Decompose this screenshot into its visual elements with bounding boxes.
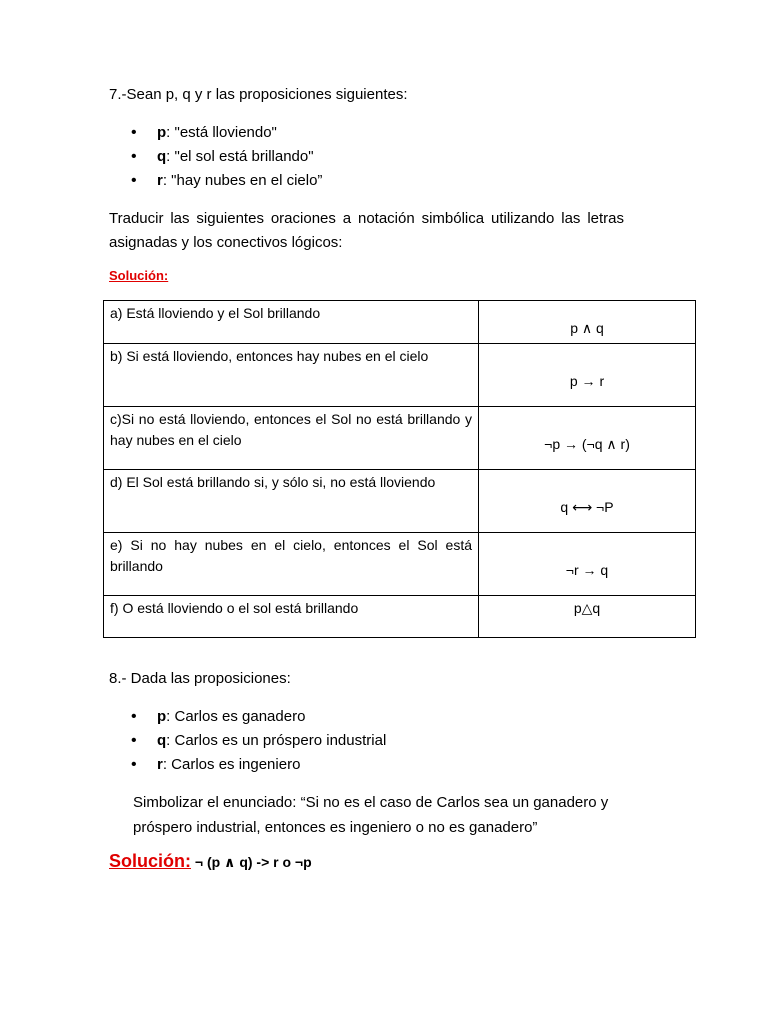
proposition-r: [109, 169, 322, 193]
symbol-text: p → r: [569, 372, 605, 389]
sentence-cell: d) El Sol está brillando si, y sólo si, no está lloviendo: [104, 470, 479, 533]
symbol-cell: [479, 533, 696, 596]
symbol-cell: [479, 596, 696, 638]
proposition-key: r: [157, 756, 163, 773]
question-7-instruction: Traducir las siguientes oraciones a notación simbólica utilizando las letras asignadas y los conectivos lógicos:: [109, 210, 624, 251]
proposition-text: : "el sol está brillando": [166, 148, 314, 165]
question-8-solution: [109, 851, 312, 872]
symbol-text: ¬r → q: [565, 561, 609, 578]
table-row: [104, 596, 696, 638]
question-7-title: 7.-Sean p, q y r las proposiciones siguientes:: [109, 86, 408, 103]
proposition-text: : "hay nubes en el cielo”: [162, 172, 323, 189]
table-row: [104, 470, 696, 533]
sentence-cell: c)Si no está lloviendo, entonces el Sol no está brillando y hay nubes en el cielo: [104, 407, 479, 470]
question-8-statement: Simbolizar el enunciado: “Si no es el caso de Carlos sea un ganadero y próspero industrial, entonces es ingeniero o no es ganadero”: [133, 794, 609, 836]
symbol-text: p ∧ q: [570, 319, 604, 336]
solution-table: [103, 300, 696, 638]
symbol-text: p△q: [573, 600, 601, 616]
table-row: [104, 344, 696, 407]
proposition-text: : "está lloviendo": [166, 124, 277, 141]
question-8-title: 8.- Dada las proposiciones:: [109, 670, 291, 687]
question-7-propositions: [109, 121, 322, 193]
symbol-cell: [479, 301, 696, 344]
proposition-text: : Carlos es ganadero: [166, 708, 306, 725]
solution-label: Solución:: [109, 851, 191, 871]
symbol-text: ¬p → (¬q ∧ r): [544, 435, 630, 452]
sentence-cell: f) O está lloviendo o el sol está brillando: [104, 596, 479, 638]
question-8-propositions: [109, 705, 386, 777]
proposition-p: [109, 121, 322, 145]
proposition-key: p: [157, 124, 167, 141]
proposition-r: [109, 753, 386, 777]
table-row: [104, 407, 696, 470]
sentence-cell: b) Si está lloviendo, entonces hay nubes en el cielo: [104, 344, 479, 407]
proposition-key: r: [157, 172, 163, 189]
proposition-q: [109, 145, 322, 169]
sentence-cell: e) Si no hay nubes en el cielo, entonces el Sol está brillando: [104, 533, 479, 596]
symbol-cell: [479, 344, 696, 407]
solution-label: Solución:: [109, 268, 169, 283]
table-row: [104, 533, 696, 596]
symbol-cell: [479, 407, 696, 470]
proposition-text: : Carlos es un próspero industrial: [166, 732, 387, 749]
symbol-cell: [479, 470, 696, 533]
table-row: [104, 301, 696, 344]
proposition-p: [109, 705, 386, 729]
proposition-key: q: [157, 732, 167, 749]
solution-expression: ¬ (p ∧ q) -> r o ¬p: [191, 854, 312, 870]
sentence-cell: a) Está lloviendo y el Sol brillando: [104, 301, 479, 344]
proposition-key: p: [157, 708, 167, 725]
proposition-key: q: [157, 148, 167, 165]
proposition-text: : Carlos es ingeniero: [162, 756, 301, 773]
proposition-q: [109, 729, 386, 753]
symbol-text: q ⟷ ¬P: [560, 498, 614, 515]
